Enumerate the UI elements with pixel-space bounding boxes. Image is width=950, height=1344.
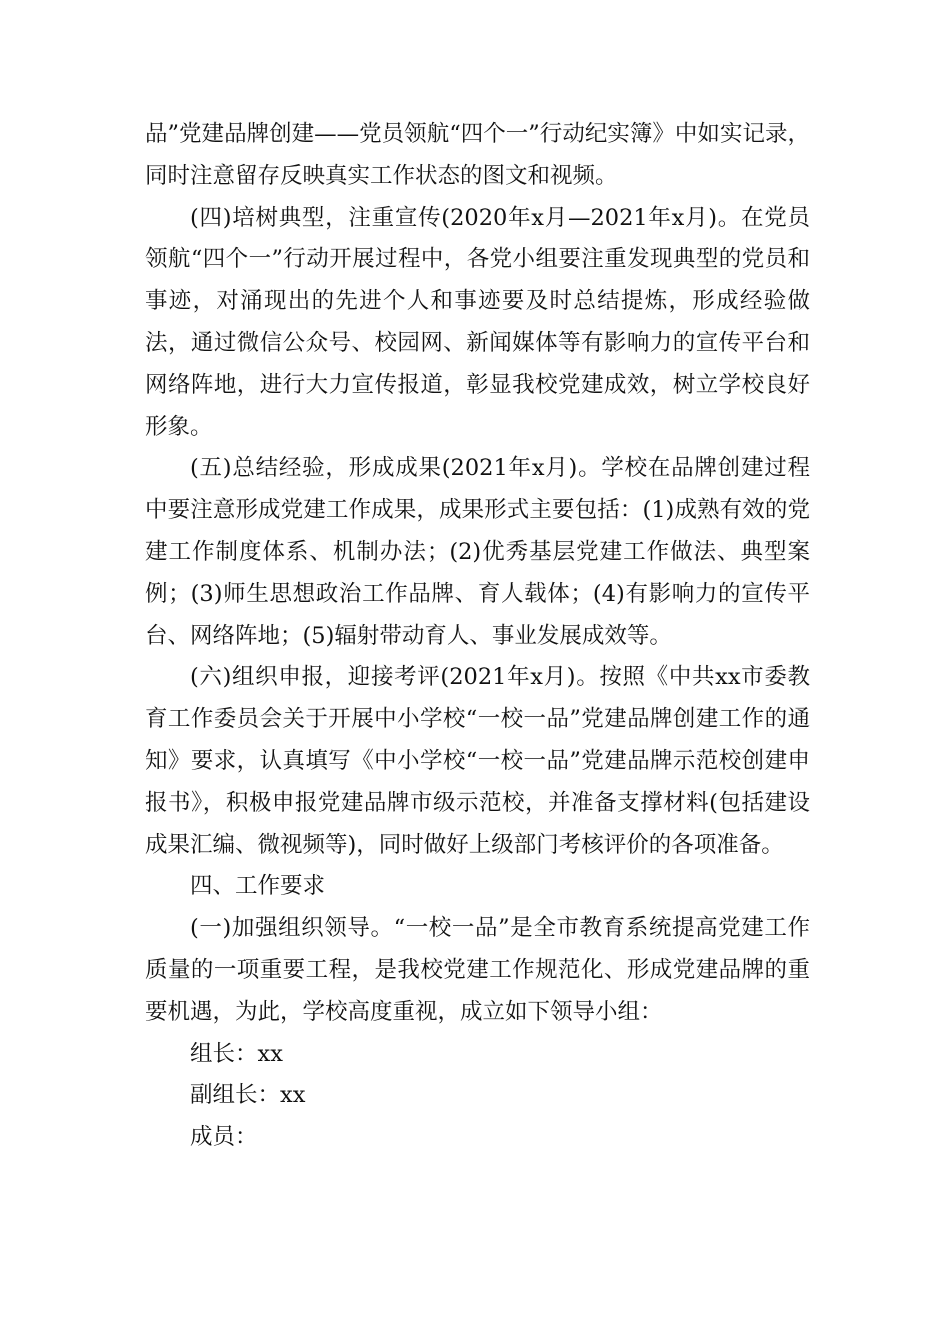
deputy-leader-line: 副组长：xx (190, 1082, 306, 1109)
paragraph-requirement-1: (一)加强组织领导。“一校一品”是全市教育系统提高党建工作质量的一项重要工程，是我校党建工作规范化、形成党建品牌的重要机遇，为此，学校高度重视，成立如下领导小组： (145, 915, 810, 1025)
section-heading-requirements: 四、工作要求 (190, 873, 326, 900)
paragraph-section-5: (五)总结经验，形成成果(2021年x月)。学校在品牌创建过程中要注意形成党建工作成果，成果形式主要包括：(1)成熟有效的党建工作制度体系、机制办法；(2)优秀基层党建工作做法、典型案例；(3)师生思想政治工作品牌、育人载体；(4)有影响力的宣传平台、网络阵地；(5)辐射带动育人、事业发展成效等。 (145, 455, 810, 649)
paragraph-section-6: (六)组织申报，迎接考评(2021年x月)。按照《中共xx市委教育工作委员会关于开展中小学校“一校一品”党建品牌创建工作的通知》要求，认真填写《中小学校“一校一品”党建品牌示范校创建申报书》，积极申报党建品牌市级示范校，并准备支撑材料(包括建设成果汇编、微视频等)，同时做好上级部门考核评价的各项准备。 (145, 664, 810, 858)
document-body (145, 114, 810, 1159)
group-leader-line: 组长：xx (190, 1040, 283, 1067)
paragraph-continuation: 品”党建品牌创建——党员领航“四个一”行动纪实簿》中如实记录，同时注意留存反映真实工作状态的图文和视频。 (145, 121, 810, 189)
members-line: 成员： (190, 1124, 258, 1151)
paragraph-section-4: (四)培树典型，注重宣传(2020年x月—2021年x月)。在党员领航“四个一”行动开展过程中，各党小组要注重发现典型的党员和事迹，对涌现出的先进个人和事迹要及时总结提炼，形成经验做法，通过微信公众号、校园网、新闻媒体等有影响力的宣传平台和网络阵地，进行大力宣传报道，彰显我校党建成效，树立学校良好形象。 (145, 204, 810, 440)
